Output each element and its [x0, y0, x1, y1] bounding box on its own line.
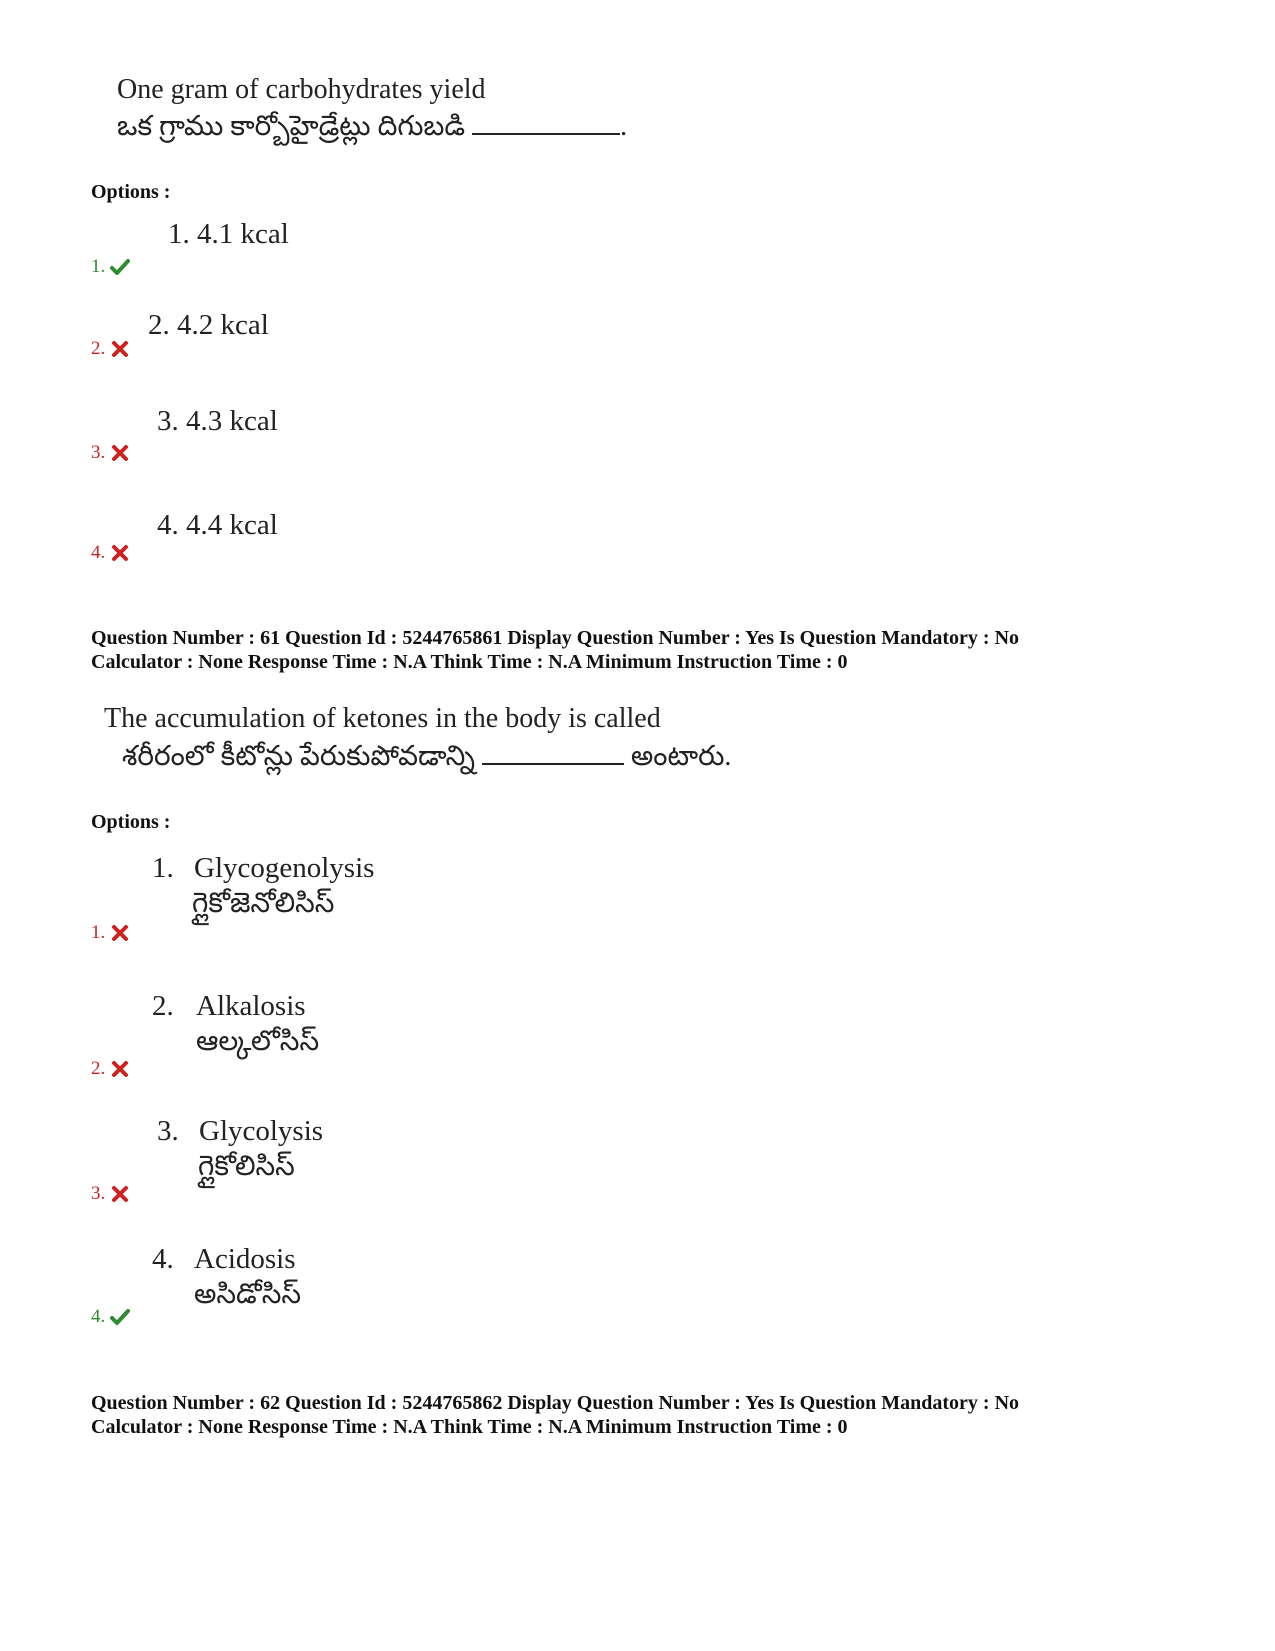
option-number: 4.	[91, 1306, 106, 1327]
q60-stem-telugu-text: ఒక గ్రాము కార్బోహైడ్రేట్లు దిగుబడి	[117, 111, 466, 142]
option-number: 1.	[91, 922, 106, 943]
option-number: 1.	[91, 256, 106, 277]
q61-stem-telugu-tail: అంటారు.	[630, 741, 732, 772]
q61-option-3-number: 3.	[157, 1115, 179, 1147]
cross-icon	[109, 338, 131, 360]
q60-option-4-marker	[91, 542, 131, 564]
q61-meta-line-2: Calculator : None Response Time : N.A Think Time : N.A Minimum Instruction Time : 0	[91, 651, 848, 673]
option-number: 2.	[91, 338, 106, 359]
q61-stem-telugu	[122, 738, 731, 776]
cross-icon	[109, 1058, 131, 1080]
q60-stem-telugu-tail: .	[620, 111, 628, 142]
q60-option-4-text: 4. 4.4 kcal	[157, 509, 278, 541]
option-number: 2.	[91, 1058, 106, 1079]
option-number: 3.	[91, 1183, 106, 1204]
cross-icon	[109, 1183, 131, 1205]
q60-option-3-text: 3. 4.3 kcal	[157, 405, 278, 437]
q61-option-3-marker	[91, 1183, 131, 1205]
q61-option-4-english: Acidosis	[194, 1243, 296, 1275]
q60-options-label: Options :	[91, 181, 171, 203]
check-icon	[109, 1306, 131, 1328]
q61-option-2-english: Alkalosis	[196, 990, 306, 1022]
option-number: 4.	[91, 542, 106, 563]
q62-meta-line-2: Calculator : None Response Time : N.A Think Time : N.A Minimum Instruction Time : 0	[91, 1416, 848, 1438]
q60-stem-english: One gram of carbohydrates yield	[117, 74, 486, 105]
q61-option-2-telugu: ఆల్కలోసిస్	[196, 1026, 320, 1057]
q61-meta-line-1: Question Number : 61 Question Id : 5244765861 Display Question Number : Yes Is Question Mandatory : No	[91, 627, 1020, 649]
q60-stem-telugu	[117, 108, 627, 146]
cross-icon	[109, 542, 131, 564]
q61-options-label: Options :	[91, 811, 171, 833]
q61-option-3-telugu: గ్లైకోలిసిస్	[198, 1151, 295, 1182]
option-number: 3.	[91, 442, 106, 463]
q60-option-1-marker	[91, 256, 131, 278]
q60-option-1-text: 1. 4.1 kcal	[168, 218, 289, 250]
q61-stem-telugu-text: శరీరంలో కీటోన్లు పేరుకుపోవడాన్ని	[122, 741, 475, 772]
q61-option-1-number: 1.	[152, 852, 174, 884]
cross-icon	[109, 922, 131, 944]
q60-option-2-text: 2. 4.2 kcal	[148, 309, 269, 341]
q61-option-1-marker	[91, 922, 131, 944]
q60-option-2-marker	[91, 338, 131, 360]
answer-blank	[472, 111, 620, 135]
answer-blank	[482, 741, 624, 765]
check-icon	[109, 256, 131, 278]
q61-option-3-english: Glycolysis	[199, 1115, 324, 1147]
q61-option-4-number: 4.	[152, 1243, 174, 1275]
cross-icon	[109, 442, 131, 464]
q61-stem-english: The accumulation of ketones in the body is called	[104, 703, 661, 734]
q61-option-1-telugu: గ్లైకోజెనోలిసిస్	[192, 888, 335, 919]
q61-option-4-marker	[91, 1306, 131, 1328]
q60-option-3-marker	[91, 442, 131, 464]
q62-meta-line-1: Question Number : 62 Question Id : 5244765862 Display Question Number : Yes Is Question Mandatory : No	[91, 1392, 1020, 1414]
q61-option-4-telugu: అసిడోసిస్	[194, 1279, 302, 1310]
q61-option-2-marker	[91, 1058, 131, 1080]
q61-option-2-number: 2.	[152, 990, 174, 1022]
q61-option-1-english: Glycogenolysis	[194, 852, 375, 884]
